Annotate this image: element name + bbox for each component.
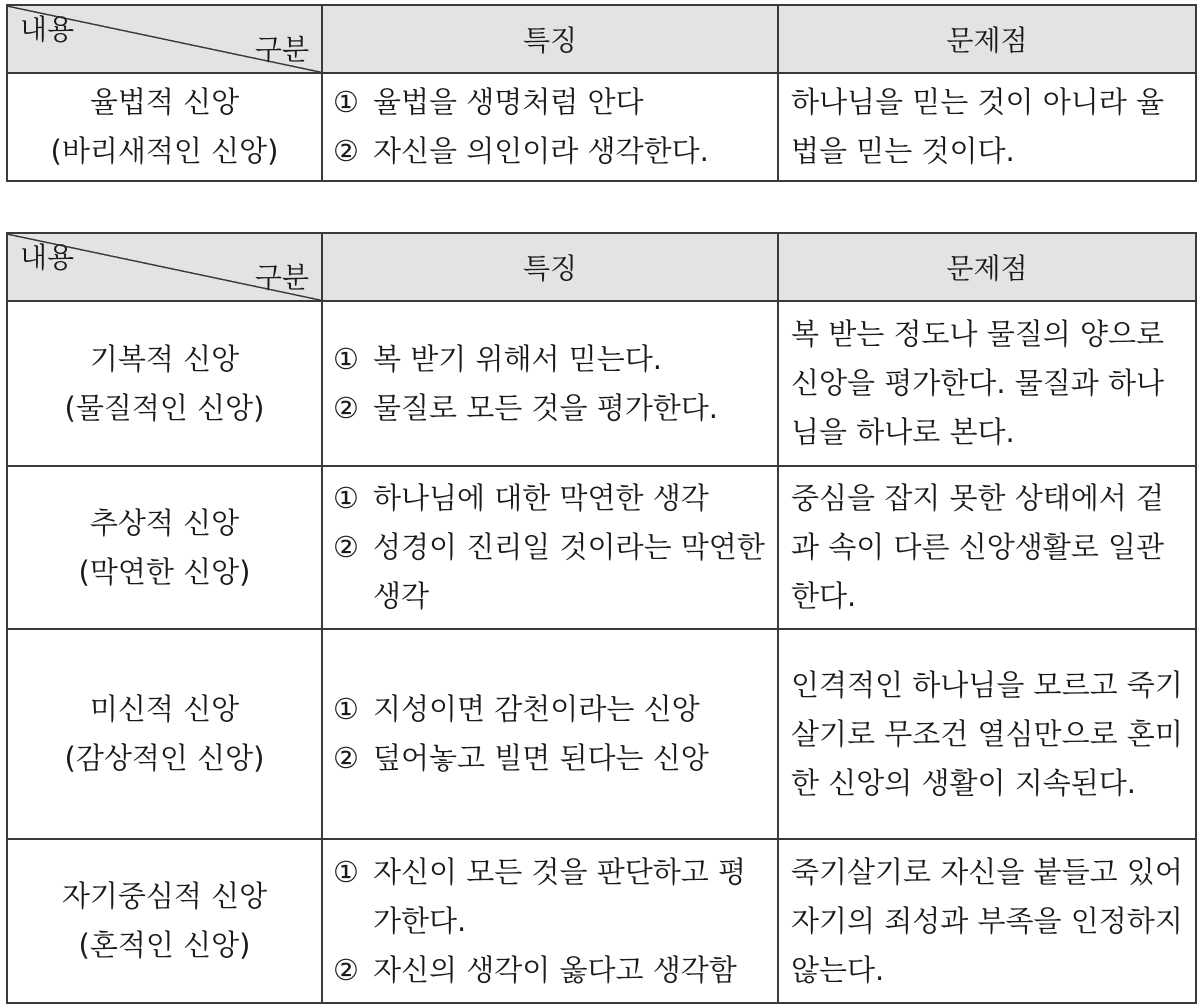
features-cell [322,466,778,629]
header-diagonal-cell [7,233,322,301]
category-cell [7,629,322,839]
feature-item [333,734,767,783]
feature-text: 복 받기 위해서 믿는다. [373,341,662,376]
faith-table-legalistic [6,4,1197,182]
features-cell [322,301,778,466]
category-title: 자기중심적 신앙 [61,879,268,913]
category-subtitle: (감상적인 신앙) [64,741,265,775]
feature-text: 자신이 모든 것을 판단하고 평가한다. [373,854,747,938]
circled-number-1: ① [333,341,359,376]
category-title: 추상적 신앙 [89,505,240,540]
category-subtitle: (막연한 신앙) [78,554,251,589]
table-row [7,839,1196,1003]
category-title: 율법적 신앙 [89,85,240,119]
circled-number-1: ① [333,481,359,515]
header-content-label: 내용 [20,241,75,274]
category-subtitle: (혼적인 신앙) [78,928,251,962]
features-cell [322,73,778,181]
table-header-row [7,233,1196,301]
header-problems: 문제점 [778,233,1196,301]
feature-item [333,474,767,523]
feature-text: 율법을 생명처럼 안다 [373,85,644,119]
feature-text: 성경이 진리일 것이라는 막연한 생각 [373,530,765,613]
circled-number-2: ② [333,390,359,425]
circled-number-2: ② [333,134,359,168]
header-diagonal-cell [7,5,322,73]
feature-text: 자신의 생각이 옳다고 생각함 [373,952,737,987]
circled-number-1: ① [333,85,359,119]
feature-item [333,848,767,946]
category-cell [7,466,322,629]
table-row [7,73,1196,181]
circled-number-1: ① [333,692,359,726]
features-cell [322,629,778,839]
category-title: 미신적 신앙 [89,692,240,726]
header-content-label: 내용 [20,13,75,46]
feature-text: 지성이면 감천이라는 신앙 [373,692,700,726]
header-problems: 문제점 [778,5,1196,73]
feature-item [333,523,767,621]
category-title: 기복적 신앙 [89,341,240,376]
category-cell [7,73,322,181]
feature-text: 덮어놓고 빌면 된다는 신앙 [373,741,709,775]
table-row [7,301,1196,466]
feature-text: 하나님에 대한 막연한 생각 [373,481,709,515]
header-features: 특징 [322,233,778,301]
feature-item [333,946,767,995]
problem-cell: 죽기살기로 자신을 붙들고 있어 자기의 죄성과 부족을 인정하지 않는다. [778,839,1196,1003]
problem-cell: 중심을 잡지 못한 상태에서 겉과 속이 다른 신앙생활로 일관한다. [778,466,1196,629]
circled-number-2: ② [333,741,359,775]
faith-table-types [6,232,1197,1004]
problem-cell: 하나님을 믿는 것이 아니라 율법을 믿는 것이다. [778,73,1196,181]
circled-number-2: ② [333,530,359,564]
circled-number-2: ② [333,952,359,987]
header-division-label: 구분 [254,33,309,66]
category-subtitle: (물질적인 신앙) [64,390,265,425]
table-row [7,466,1196,629]
feature-text: 물질로 모든 것을 평가한다. [373,390,719,425]
feature-item [333,127,767,176]
features-cell [322,839,778,1003]
header-features: 특징 [322,5,778,73]
circled-number-1: ① [333,854,359,889]
header-division-label: 구분 [254,261,309,294]
problem-cell: 인격적인 하나님을 모르고 죽기살기로 무조건 열심만으로 혼미한 신앙의 생활이 지속된다. [778,629,1196,839]
feature-item [333,384,767,433]
category-cell [7,301,322,466]
feature-item [333,335,767,384]
feature-text: 자신을 의인이라 생각한다. [373,134,709,168]
problem-cell: 복 받는 정도나 물질의 양으로 신앙을 평가한다. 물질과 하나님을 하나로 본다. [778,301,1196,466]
feature-item [333,685,767,734]
category-subtitle: (바리새적인 신앙) [50,134,279,168]
table-header-row [7,5,1196,73]
feature-item [333,78,767,127]
table-row [7,629,1196,839]
category-cell [7,839,322,1003]
